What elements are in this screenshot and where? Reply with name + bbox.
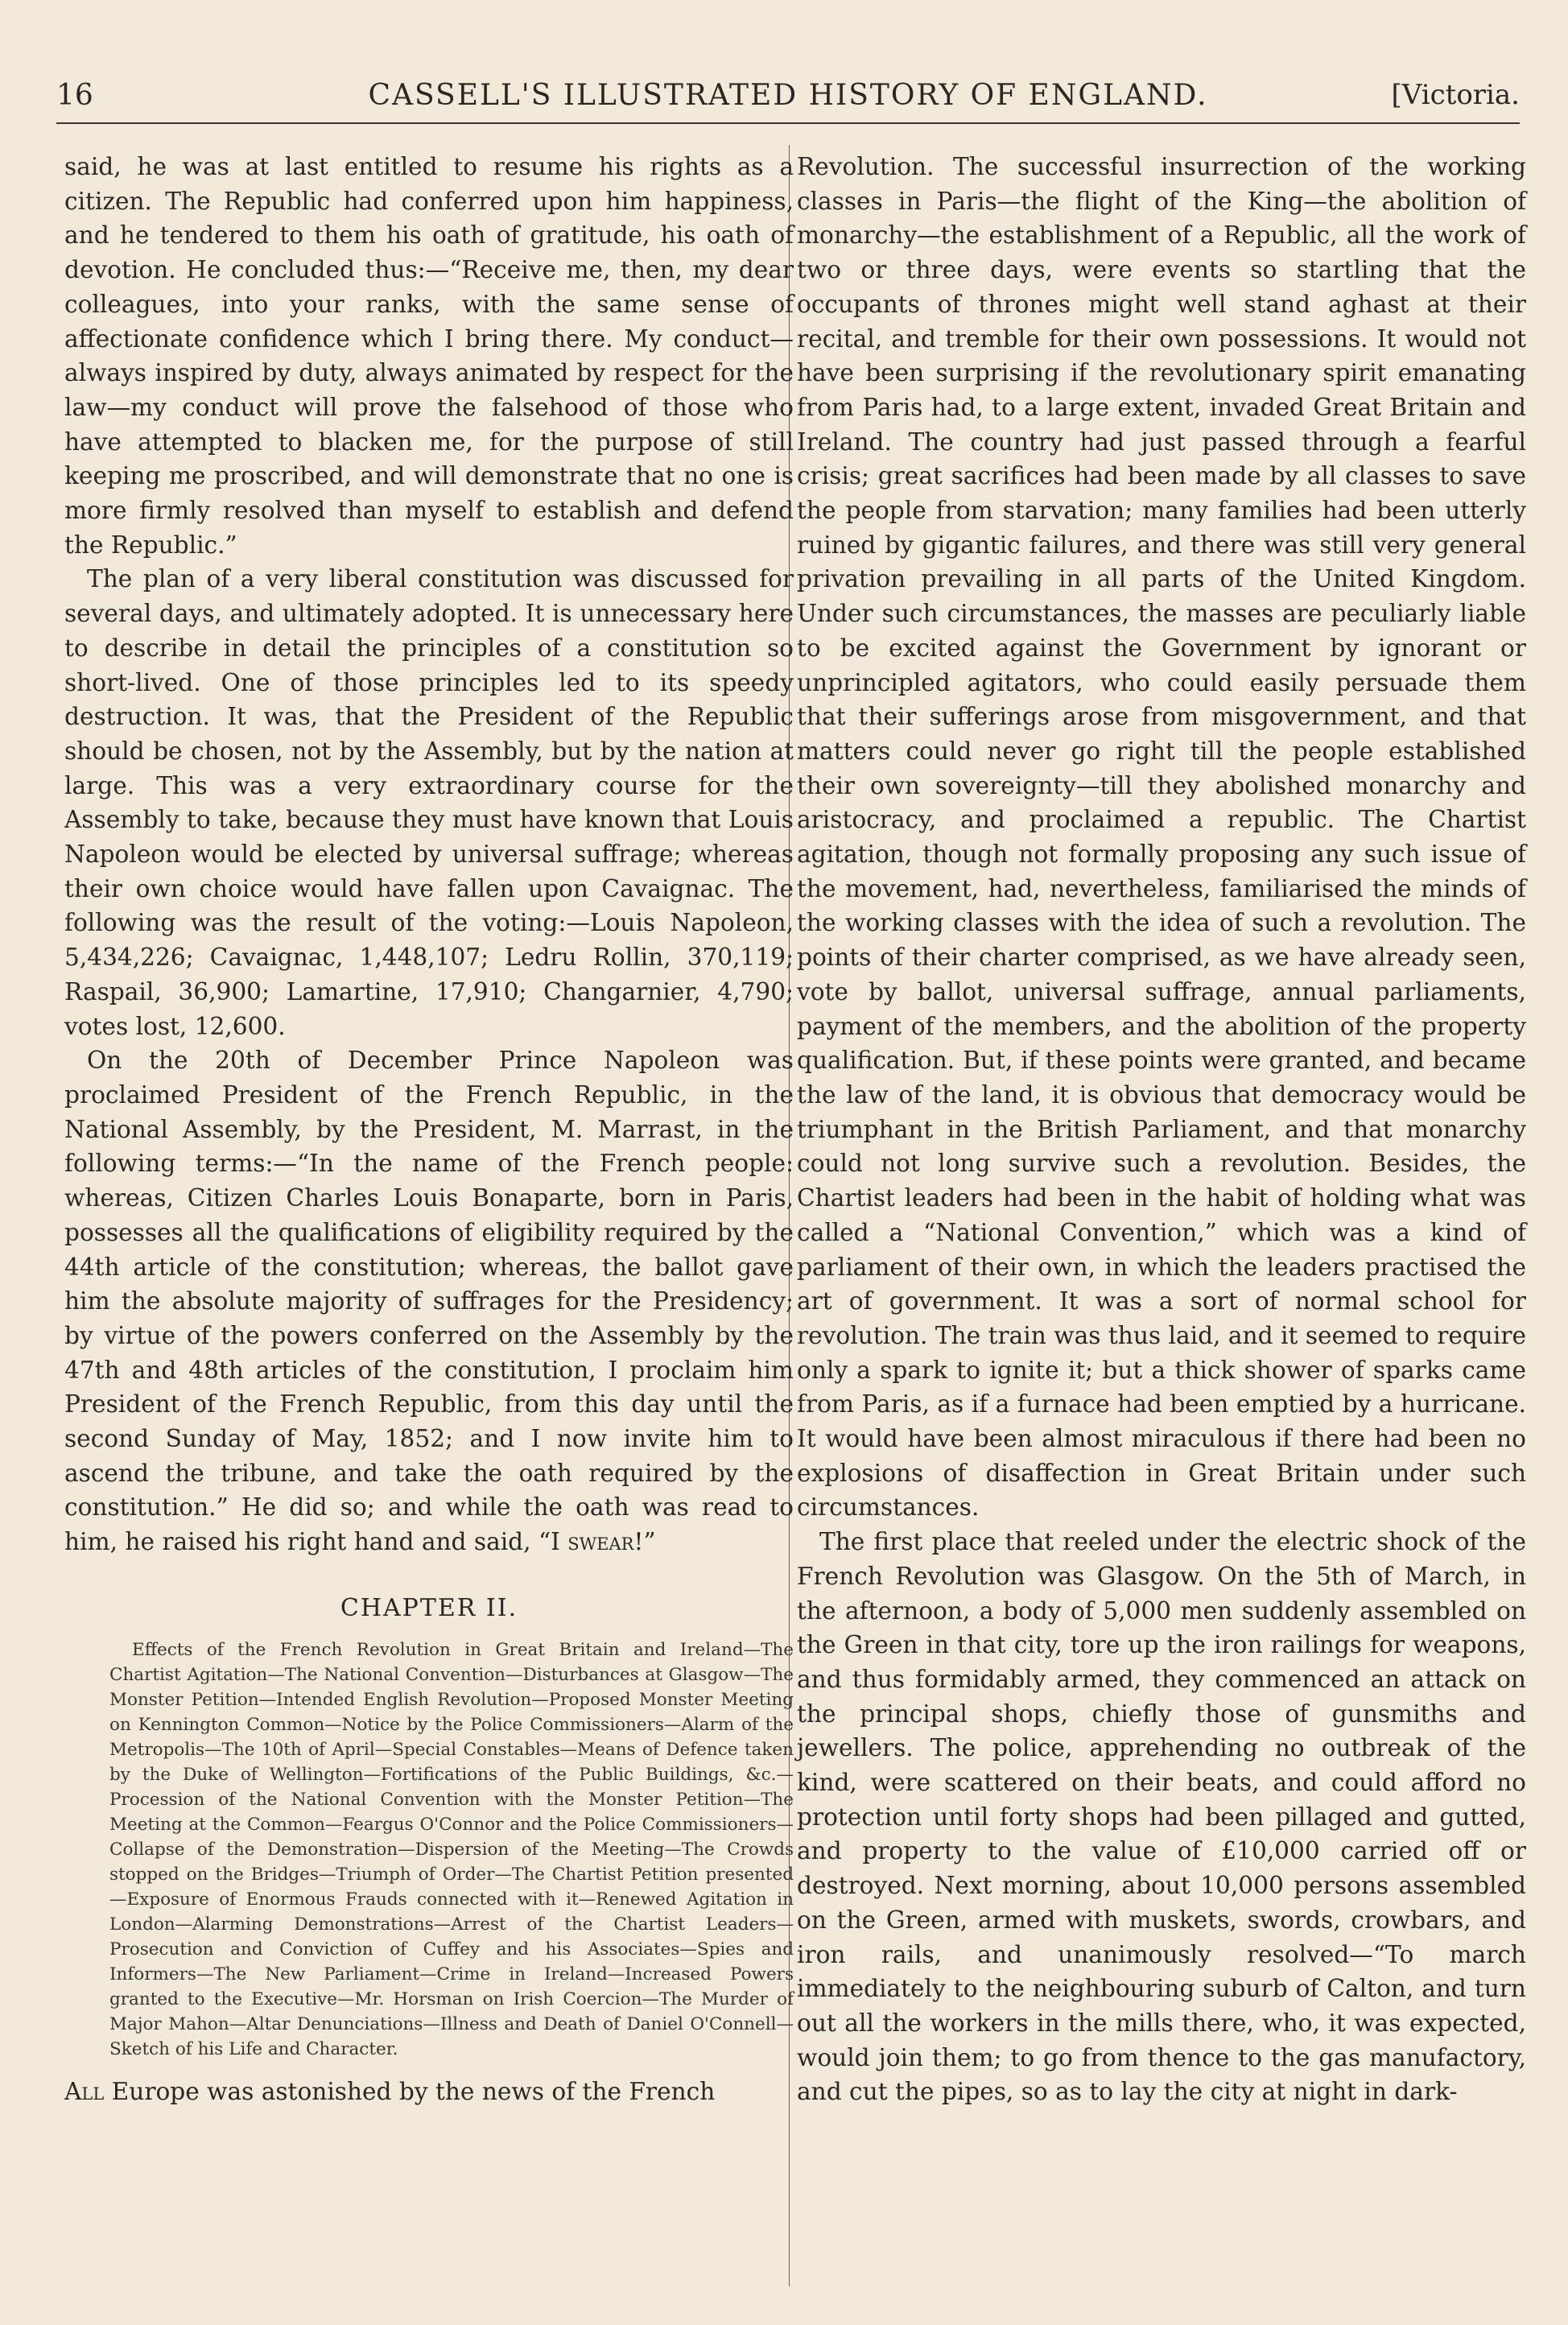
running-header: [56, 74, 1520, 124]
reign-label: [Victoria.: [1391, 79, 1520, 111]
oath-quote: “I swear!”: [538, 1528, 656, 1556]
paragraph: The plan of a very liberal constitution was discussed for several days, and ultimately adopted. It is unnecessary here to describe in detail the principles of a constitution so short-lived. One of those principles led to its speedy destruction. It was, that the President of the Republic should be chosen, not by the Assembly, but by the nation at large. This was a very extraordinary course for the Assembly to take, because they must have known that Louis Napoleon would be elected by universal suffrage; whereas their own choice would have fallen upon Cavaignac. The following was the result of the voting:—Louis Napoleon, 5,434,226; Cavaignac, 1,448,107; Ledru Rollin, 370,119; Raspail, 36,900; Lamartine, 17,910; Changarnier, 4,790; votes lost, 12,600.: [64, 565, 794, 1040]
paragraph: [64, 1043, 794, 1559]
paragraph: Revolution. The successful insurrection of the working classes in Paris—the flight of the King—the abolition of monarchy—the establishment of a Republic, all the work of two or three days, were events so startling that the occupants of thrones might well stand aghast at their recital, and tremble for their own possessions. It would not have been surprising if the revolutionary spirit emanating from Paris had, to a large extent, invaded Great Britain and Ireland. The country had just passed through a fearful crisis; great sacrifices had been made by all classes to save the people from starvation; many families had been utterly ruined by gigantic failures, and there was still very general privation prevailing in all parts of the United Kingdom. Under such circumstances, the masses are peculiarly liable to be excited against the Government by ignorant or unprincipled agitators, who could easily persuade them that their sufferings arose from misgovernment, and that matters could never go right till the people established their own sovereignty—till they abolished monarchy and aristocracy, and proclaimed a republic. The Chartist agitation, though not formally proposing any such issue of the movement, had, nevertheless, familiarised the minds of the working classes with the idea of such a revolution. The points of their charter comprised, as we have already seen, vote by ballot, universal suffrage, annual parliaments, payment of the members, and the abolition of the property qualification. But, if these points were granted, and became the law of the land, it is obvious that democracy would be triumphant in the British Parliament, and that monarchy could not long survive such a revolution. Besides, the Chartist leaders had been in the habit of holding what was called a “National Convention,” which was a kind of parliament of their own, in which the leaders practised the art of government. It was a sort of normal school for revolution. The train was thus laid, and it seemed to require only a spark to ignite it; but a thick shower of sparks came from Paris, as if a furnace had been emptied by a hurricane. It would have been almost miraculous if there had been no explosions of disaffection in Great Britain under such circumstances.: [797, 153, 1526, 1522]
running-title: CASSELL'S ILLUSTRATED HISTORY OF ENGLAND.: [368, 79, 1208, 112]
opening-text: Europe was astonished by the news of the French: [104, 2077, 716, 2105]
chapter-opening: [64, 2075, 794, 2109]
right-column: [797, 150, 1526, 2109]
paragraph-text: On the 20th of December Prince Napoleon was proclaimed President of the French Republic, in the National Assembly, by the President, M. Marrast, in the following terms:—“In the name of the French people: whereas, Citizen Charles Louis Bonaparte, born in Paris, possesses all the qualifications of eligibility required by the 44th article of the constitution; whereas, the ballot gave him the absolute majority of suffrages for the Presidency; by virtue of the powers conferred on the Assembly by the 47th and 48th articles of the constitution, I proclaim him President of the French Republic, from this day until the second Sunday of May, 1852; and I now invite him to ascend the tribune, and take the oath required by the constitution.” He did so; and while the oath was read to him, he raised his right hand and said,: [64, 1047, 794, 1556]
paragraph: said, he was at last entitled to resume his rights as a citizen. The Republic had conferred upon him happiness, and he tendered to them his oath of gratitude, his oath of devotion. He concluded thus:—“Receive me, then, my dear colleagues, into your ranks, with the same sense of affectionate confidence which I bring there. My conduct—always inspired by duty, always animated by respect for the law—my conduct will prove the falsehood of those who have attempted to blacken me, for the purpose of still keeping me proscribed, and will demonstrate that no one is more firmly resolved than myself to establish and defend the Republic.”: [64, 153, 794, 559]
page-number: 16: [56, 79, 93, 112]
paragraph: The first place that reeled under the electric shock of the French Revolution was Glasgow. On the 5th of March, in the afternoon, a body of 5,000 men suddenly assembled on the Green in that city, tore up the iron railings for weapons, and thus formidably armed, they commenced an attack on the principal shops, chiefly those of gunsmiths and jewellers. The police, apprehending no outbreak of the kind, were scattered on their beats, and could afford no protection until forty shops had been pillaged and gutted, and property to the value of £10,000 carried off or destroyed. Next morning, about 10,000 persons assembled on the Green, armed with muskets, swords, crowbars, and iron rails, and unanimously resolved—“To march immediately to the neighbouring suburb of Calton, and turn out all the workers in the mills there, who, it was expected, would join them; to go from thence to the gas manufactory, and cut the pipes, so as to lay the city at night in dark-: [797, 1528, 1526, 2106]
chapter-heading: CHAPTER II.: [340, 1593, 518, 1622]
opening-word: All: [64, 2077, 105, 2105]
chapter-summary: Effects of the French Revolution in Great Britain and Ireland—The Chartist Agitation—The National Convention—Disturbances at Glasgow—The Monster Petition—Intended English Revolution—Proposed Monster Meeting on Kennington Common—Notice by the Police Commissioners—Alarm of the Metropolis—The 10th of April—Special Constables—Means of Defence taken by the Duke of Wellington—Fortifications of the Public Buildings, &c.—Procession of the National Convention with the Monster Petition—The Meeting at the Common—Feargus O'Connor and the Police Commissioners—Collapse of the Demonstration—Dispersion of the Meeting—The Crowds stopped on the Bridges—Triumph of Order—The Chartist Petition presented—Exposure of Enormous Frauds connected with it—Renewed Agitation in London—Alarming Demonstrations—Arrest of the Chartist Leaders—Prosecution and Conviction of Cuffey and his Associates—Spies and Informers—The New Parliament—Crime in Ireland—Increased Powers granted to the Executive—Mr. Horsman on Irish Coercion—The Murder of Major Mahon—Altar Denunciations—Illness and Death of Daniel O'Connell—Sketch of his Life and Character.: [109, 1639, 794, 2059]
left-column: [64, 150, 794, 2108]
